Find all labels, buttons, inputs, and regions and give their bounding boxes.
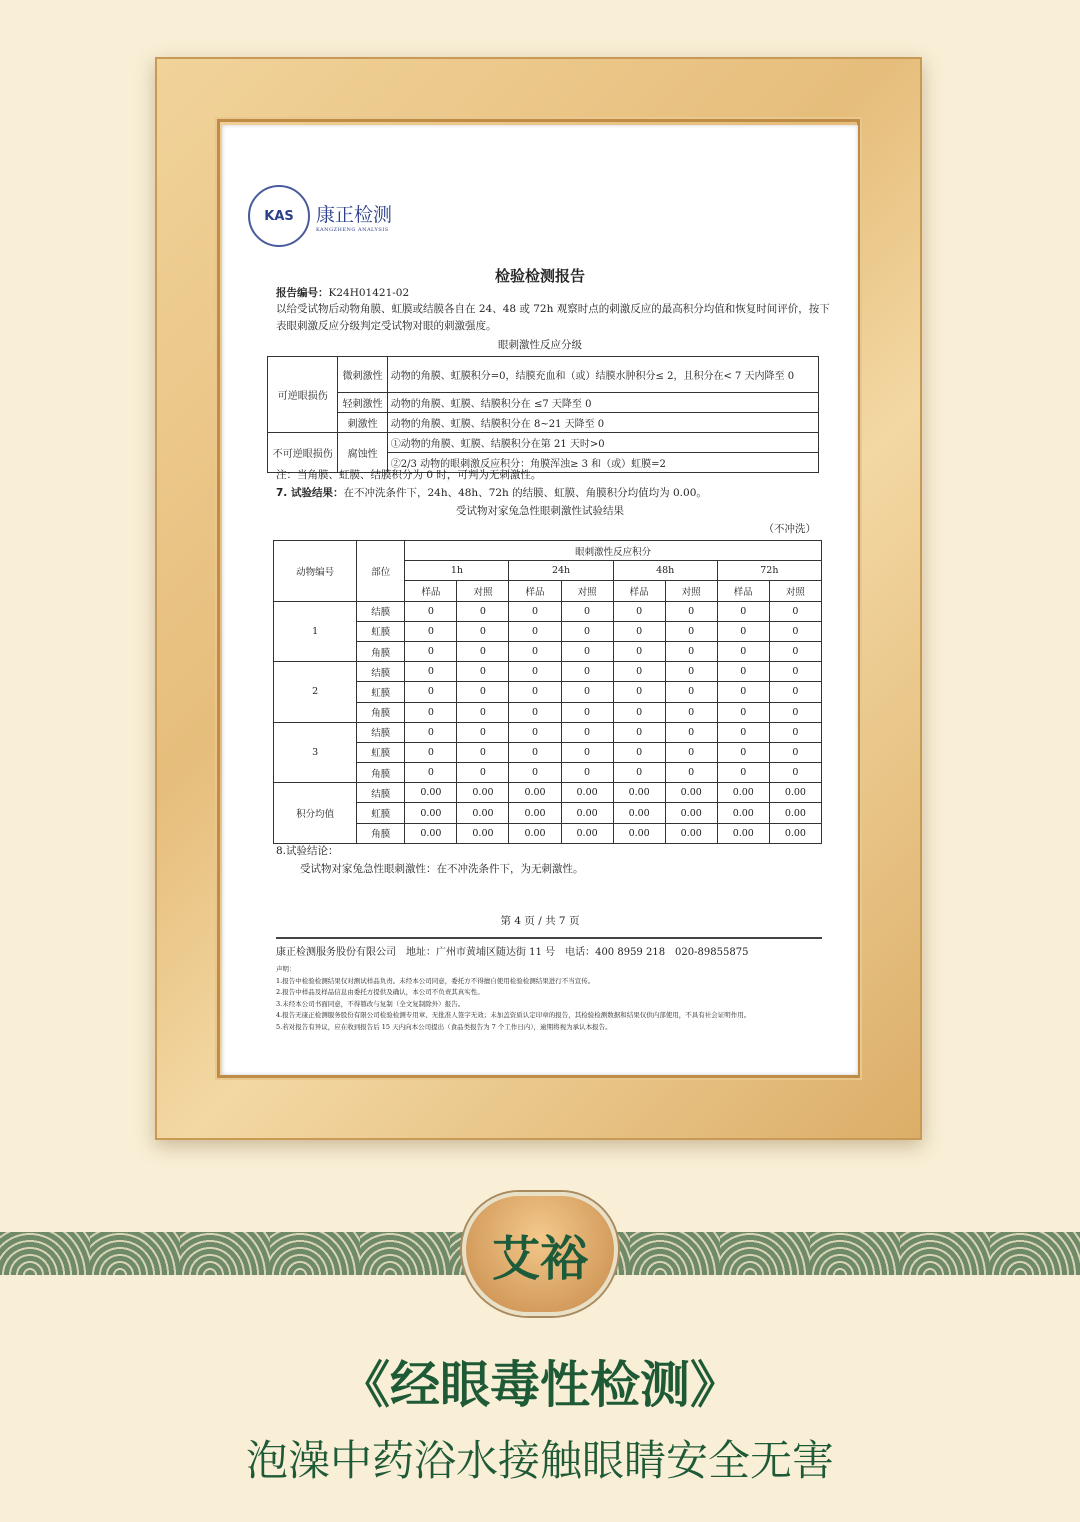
- score-cell: 0: [509, 601, 561, 621]
- score-cell: 0: [613, 601, 665, 621]
- headline: 《经眼毒性检测》: [340, 1356, 740, 1414]
- score-cell: 0: [717, 662, 769, 682]
- table-row: 虹膜 0.00 0.00 0.00 0.00 0.00 0.00 0.00 0.00: [274, 803, 822, 823]
- score-cell: 0: [769, 742, 821, 762]
- score-cell: 0.00: [405, 803, 457, 823]
- score-cell: 0.00: [717, 783, 769, 803]
- note: 注：当角膜、虹膜、结膜积分为 0 时，可判为无刺激性。: [276, 469, 542, 481]
- score-cell: 0: [457, 662, 509, 682]
- score-cell: 0.00: [665, 803, 717, 823]
- score-cell: 0.00: [457, 783, 509, 803]
- score-cell: 0.00: [405, 783, 457, 803]
- table-row: 1 结膜 0 0 0 0 0 0 0 0: [274, 601, 822, 621]
- score-cell: 0: [457, 742, 509, 762]
- score-cell: 0: [457, 621, 509, 641]
- declaration: [276, 964, 822, 1033]
- score-cell: 0: [613, 742, 665, 762]
- score-cell: 0.00: [457, 823, 509, 843]
- score-cell: 0.00: [613, 803, 665, 823]
- score-cell: 0.00: [665, 783, 717, 803]
- table-row: 角膜 0 0 0 0 0 0 0 0: [274, 763, 822, 783]
- score-cell: 0: [717, 702, 769, 722]
- score-cell: 0.00: [769, 783, 821, 803]
- score-cell: 0.00: [509, 803, 561, 823]
- company-info: 康正检测服务股份有限公司 地址：广州市黄埔区随达街 11 号 电话：400 8959 218 020-89855875: [276, 937, 822, 958]
- score-cell: 0: [457, 601, 509, 621]
- score-cell: 0: [665, 601, 717, 621]
- score-cell: 0: [561, 702, 613, 722]
- report-number: 报告编号：K24H01421-02: [276, 287, 410, 299]
- declaration-line: 3.未经本公司书面同意，不得篡改与复制（全文复制除外）报告。: [276, 999, 465, 1008]
- table-row: 积分均值 结膜 0.00 0.00 0.00 0.00 0.00 0.00 0.00 0.00: [274, 783, 822, 803]
- score-cell: 0: [769, 662, 821, 682]
- score-cell: 0: [717, 621, 769, 641]
- score-cell: 0.00: [613, 783, 665, 803]
- results-table: 动物编号 部位 眼刺激性反应积分 1h 24h 48h 72h 样品 对照 样品 对照 样品 对照 样品 对照 1 结膜 0 0 0 0 0 0 0 0 虹膜 0 0 0 0 0 0 0 0 角膜 0 0 0 0 0 0 0 0 2 结膜 0 0 0 0 0 0 0 0 虹膜 0 0 0 0 0 0 0 0 角膜 0 0 0 0 0 0 0 0 3 结膜 0 0 0 0 0 0 0 0 虹膜 0 0 0 0 0 0 0 0 角膜 0 0 0 0 0 0 0 0 积分均值 结膜 0.00 0.00 0.00 0.00 0.00 0.00 0.00 0.00 虹膜 0.00 0.00 0.00 0.00 0.00 0.00 0.00 0.00 角膜 0.00 0.00 0.00 0.00 0.00 0.00 0.00 0.00: [273, 540, 822, 844]
- score-cell: 0: [769, 702, 821, 722]
- table-row: 虹膜 0 0 0 0 0 0 0 0: [274, 621, 822, 641]
- table-row: 虹膜 0 0 0 0 0 0 0 0: [274, 742, 822, 762]
- score-cell: 0: [457, 682, 509, 702]
- score-cell: 0: [405, 641, 457, 661]
- score-cell: 0: [561, 722, 613, 742]
- table-row: 虹膜 0 0 0 0 0 0 0 0: [274, 682, 822, 702]
- score-cell: 0: [405, 702, 457, 722]
- report-title: 检验检测报告: [494, 267, 585, 285]
- logo-name: 康正检测: [316, 203, 393, 226]
- score-cell: 0: [561, 682, 613, 702]
- declaration-line: 2.报告中样品及样品信息由委托方提供及确认，本公司不负责其真实性。: [276, 988, 484, 996]
- score-cell: 0: [509, 702, 561, 722]
- declaration-line: 4.报告无康正检测服务股份有限公司检验检测专用章、无批准人签字无效；未加盖资质认定印章的报告，其检验检测数据和结果仅供内部使用，不具有社会证明作用。: [276, 1011, 751, 1019]
- score-cell: 0: [769, 682, 821, 702]
- declaration-line: 声明：: [276, 965, 296, 973]
- score-cell: 0: [613, 662, 665, 682]
- score-cell: 0.00: [561, 803, 613, 823]
- score-cell: 0.00: [717, 803, 769, 823]
- grade-table: 可逆眼损伤 微刺激性 动物的角膜、虹膜积分=0，结膜充血和（或）结膜水肿积分≤ 2，且积分在< 7 天内降至 0 轻刺激性 动物的角膜、虹膜、结膜积分在 ≤7 天降至 0 刺激性 动物的角膜、虹膜、结膜积分在 8~21 天降至 0 不可逆眼损伤 腐蚀性 ①动物的角膜、虹膜、结膜积分在第 21 天时>0 ②2/3 动物的眼刺激反应积分：角膜浑浊≥ 3 和（或）虹膜=2: [267, 356, 819, 473]
- score-cell: 0: [665, 662, 717, 682]
- table-caption: 受试物对家兔急性眼刺激性试验结果: [456, 505, 624, 517]
- score-cell: 0: [457, 641, 509, 661]
- score-cell: 0.00: [509, 823, 561, 843]
- score-cell: 0.00: [561, 783, 613, 803]
- score-cell: 0.00: [509, 783, 561, 803]
- score-cell: 0: [561, 742, 613, 762]
- grade-caption: 眼刺激性反应分级: [498, 339, 582, 351]
- score-cell: 0: [405, 742, 457, 762]
- subline: 泡澡中药浴水接触眼睛安全无害: [245, 1436, 834, 1485]
- score-cell: 0: [613, 722, 665, 742]
- page-number: 第 4 页 / 共 7 页: [500, 915, 580, 927]
- score-cell: 0: [717, 742, 769, 762]
- intro-text: 以给受试物后动物角膜、虹膜或结膜各自在 24、48 或 72h 观察时点的刺激反应的最高积分均值和恢复时间评价，按下表眼刺激反应分级判定受试物对眼的刺激强度。: [276, 303, 830, 332]
- declaration-line: 1.报告中检验检测结果仅对测试样品负责。未经本公司同意，委托方不得擅自使用检验检测结果进行不当宣传。: [276, 976, 595, 985]
- score-cell: 0.00: [613, 823, 665, 843]
- table-row: 角膜 0.00 0.00 0.00 0.00 0.00 0.00 0.00 0.00: [274, 823, 822, 843]
- score-cell: 0: [613, 682, 665, 702]
- score-cell: 0: [405, 763, 457, 783]
- score-cell: 0: [665, 621, 717, 641]
- score-cell: 0: [509, 641, 561, 661]
- table-condition: （不冲洗）: [763, 523, 816, 535]
- score-cell: 0: [561, 662, 613, 682]
- score-cell: 0.00: [769, 823, 821, 843]
- brand-emblem: 艾裕: [462, 1192, 618, 1316]
- score-cell: 0: [769, 601, 821, 621]
- score-cell: 0: [613, 702, 665, 722]
- score-cell: 0: [561, 621, 613, 641]
- score-cell: 0: [665, 702, 717, 722]
- score-cell: 0: [509, 682, 561, 702]
- score-cell: 0: [509, 722, 561, 742]
- company-logo: [248, 185, 392, 247]
- score-cell: 0.00: [405, 823, 457, 843]
- table-row: 角膜 0 0 0 0 0 0 0 0: [274, 641, 822, 661]
- score-cell: 0: [405, 621, 457, 641]
- score-cell: 0: [769, 722, 821, 742]
- table-row: 3 结膜 0 0 0 0 0 0 0 0: [274, 722, 822, 742]
- score-cell: 0: [665, 742, 717, 762]
- score-cell: 0.00: [769, 803, 821, 823]
- score-cell: 0: [717, 682, 769, 702]
- footer: [276, 937, 822, 1033]
- score-cell: 0: [561, 763, 613, 783]
- score-cell: 0: [509, 763, 561, 783]
- conclusion: 受试物对家兔急性眼刺激性：在不冲洗条件下，为无刺激性。: [300, 863, 584, 875]
- result: 7. 试验结果：在不冲洗条件下，24h、48h、72h 的结膜、虹膜、角膜积分均值均为 0.00。: [276, 487, 707, 499]
- score-cell: 0: [509, 662, 561, 682]
- score-cell: 0: [613, 763, 665, 783]
- score-cell: 0: [561, 601, 613, 621]
- score-cell: 0: [613, 621, 665, 641]
- score-cell: 0: [717, 601, 769, 621]
- score-cell: 0: [457, 763, 509, 783]
- score-cell: 0: [769, 621, 821, 641]
- score-cell: 0: [665, 722, 717, 742]
- kas-seal-icon: KAS: [248, 185, 310, 247]
- score-cell: 0: [405, 682, 457, 702]
- score-cell: 0: [561, 641, 613, 661]
- score-cell: 0: [717, 763, 769, 783]
- score-cell: 0: [509, 742, 561, 762]
- declaration-line: 5.若对报告有异议，应在收到报告后 15 天内向本公司提出（食品类报告为 7 个工作日内），逾期将视为承认本报告。: [276, 1022, 612, 1031]
- conclusion-label: 8.试验结论：: [276, 845, 339, 857]
- score-cell: 0: [665, 641, 717, 661]
- score-cell: 0: [509, 621, 561, 641]
- score-cell: 0: [769, 641, 821, 661]
- score-cell: 0: [405, 662, 457, 682]
- score-cell: 0: [665, 682, 717, 702]
- logo-name-en: KANGZHENG ANALYSIS: [316, 226, 389, 233]
- score-cell: 0: [457, 722, 509, 742]
- report-document: [222, 125, 858, 1075]
- table-row: 角膜 0 0 0 0 0 0 0 0: [274, 702, 822, 722]
- score-cell: 0: [769, 763, 821, 783]
- table-row: 2 结膜 0 0 0 0 0 0 0 0: [274, 662, 822, 682]
- score-cell: 0: [717, 722, 769, 742]
- score-cell: 0: [717, 641, 769, 661]
- score-cell: 0: [405, 601, 457, 621]
- score-cell: 0.00: [665, 823, 717, 843]
- score-cell: 0: [665, 763, 717, 783]
- score-cell: 0.00: [717, 823, 769, 843]
- score-cell: 0: [457, 702, 509, 722]
- score-cell: 0: [405, 722, 457, 742]
- score-cell: 0: [613, 641, 665, 661]
- score-cell: 0.00: [561, 823, 613, 843]
- score-cell: 0.00: [457, 803, 509, 823]
